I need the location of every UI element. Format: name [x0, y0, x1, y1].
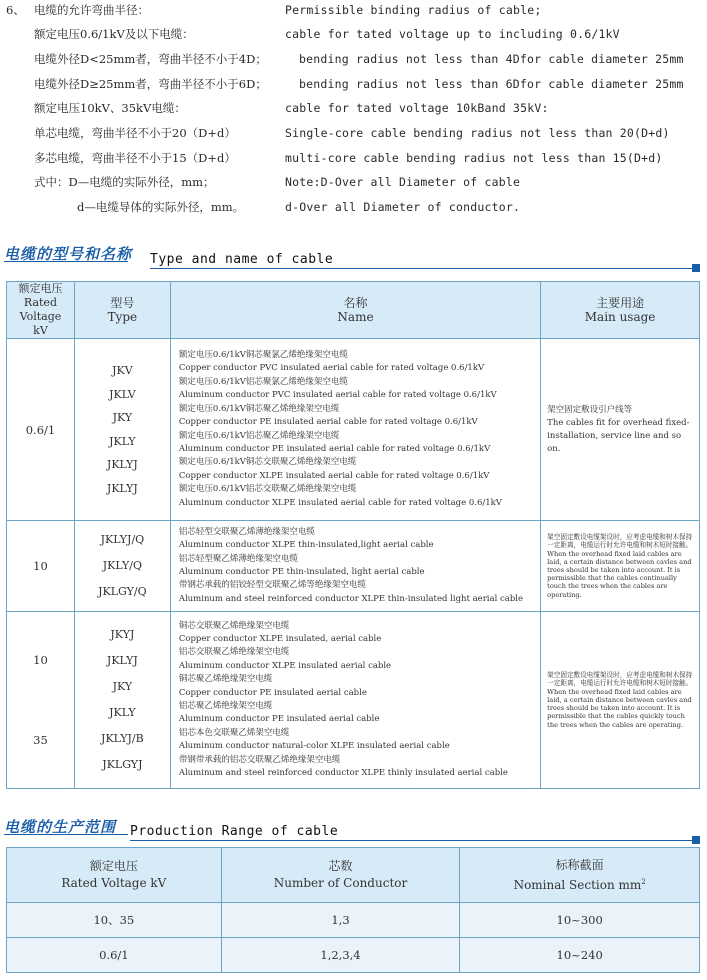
- bending-cn-2: 电缆外径D<25mm者，弯曲半径不小于4D；: [34, 52, 267, 66]
- usage-cell: 架空固定敷设电缆架设时，应考虑电缆和树木保持一定距离，电缆运行时允许电缆和树木短时接触。 When the overhead fixed laid cables are laid, a certain distance between cavles and trees should be taken into account. It is permissible that the cables continually touch the trees when the cables are operating.: [541, 521, 700, 612]
- cores-cell: 1,3: [221, 903, 460, 938]
- heading-end-marker: [692, 836, 700, 844]
- section-title-cn: 电缆的型号和名称: [4, 245, 133, 263]
- bending-cn-8: d—电缆导体的实际外径，mm。: [77, 200, 245, 214]
- bending-cn-3: 电缆外径D≥25mm者，弯曲半径不小于6D；: [34, 77, 267, 91]
- heading-underline: [4, 834, 128, 835]
- heading-rule: [130, 840, 697, 841]
- table-row: [7, 521, 700, 612]
- section-heading-type-name: [0, 243, 707, 265]
- cores-cell: 1,2,3,4: [221, 938, 460, 973]
- bending-en-1: cable for tated voltage up to including 0.6/1kV: [285, 27, 620, 41]
- name-cell: 铜芯交联聚乙烯绝缘架空电缆 Copper conductor XLPE insulated, aerial cable 铝芯交联聚乙烯绝缘架空电缆 Aluminum conductor XLPE insulated aerial cable 铜芯聚乙烯绝缘架空电缆 Copper conductor PE insulated aerial cable 铝芯聚乙烯绝缘架空电缆 Aluminum conductor PE insulated aerial cable 铝芯本色交联聚乙烯架空电缆 Aluminum conductor natural-color XLPE insulated aerial cable 带钢带承载的铝芯交联聚乙烯绝缘架空电缆 Aluminum and steel reinforced conductor XLPE thinly insulated aerial cable: [170, 612, 540, 789]
- type-cell: JKYJ JKLYJ JKY JKLY JKLYJ/B JKLGYJ: [74, 612, 170, 789]
- bending-en-8: d-Over all Diameter of conductor.: [285, 200, 521, 214]
- heading-underline: [4, 261, 128, 262]
- name-cell: 额定电压0.6/1kV铜芯聚氯乙烯绝缘架空电缆 Copper conductor PVC insulated aerial cable for rated voltage 0.6/1kV 额定电压0.6/1kV铝芯聚氯乙烯绝缘架空电缆 Aluminum conductor PVC insulated aerial cable for rated voltage 0.6/1kV 额定电压0.6/1kV铜芯聚乙烯绝缘架空电缆 Copper conductor PE insulated aerial cable for rated voltage 0.6/1kV 额定电压0.6/1kV铝芯聚乙烯绝缘架空电缆 Aluminum conductor PE insulated aerial cable for rated voltage 0.6/1kV 额定电压0.6/1kV铜芯交联聚乙烯绝缘架空电缆 Copper conductor XLPE insulated aerial cable for rated voltage 0.6/1kV 额定电压0.6/1kV铝芯交联聚乙烯绝缘架空电缆 Aluminum conductor XLPE insulated aerial cable for rated voltage 0.6/1kV: [170, 339, 540, 521]
- section-cell: 10~240: [460, 938, 700, 973]
- header-usage: 主要用途 Main usage: [541, 282, 700, 339]
- name-cell: 铝芯轻型交联聚乙烯薄绝缘架空电缆 Aluminum conductor XLPE thin-insulated,light aerial cable 铝芯轻型聚乙烯薄绝缘架空电缆 Aluminum conductor PE thin-insulated, light aerial cable 带钢芯承载的铝铰轻型交联聚乙烯等绝缘架空电缆 Aluminum and steel reinforced conductor XLPE thin-insulated light aerial cable: [170, 521, 540, 612]
- header-cores: 芯数 Number of Conductor: [221, 848, 460, 903]
- bending-cn-1: 额定电压0.6/1kV及以下电缆：: [34, 27, 194, 41]
- bending-en-6: multi-core cable bending radius not less than 15(D+d): [285, 151, 663, 165]
- section-title-cn: 电缆的生产范围: [4, 818, 117, 836]
- type-cell: JKV JKLV JKY JKLY JKLYJ JKLYJ: [74, 339, 170, 521]
- header-name: 名称 Name: [170, 282, 540, 339]
- bending-cn-5: 单芯电缆，弯曲半径不小于20（D+d）: [34, 126, 236, 140]
- bending-en-7: Note:D-Over all Diameter of cable: [285, 175, 521, 189]
- bending-en-5: Single-core cable bending radius not less than 20(D+d): [285, 126, 670, 140]
- bending-cn-6: 多芯电缆，弯曲半径不小于15（D+d）: [34, 151, 236, 165]
- bending-cn-4: 额定电压10kV、35kV电缆：: [34, 101, 186, 115]
- production-range-table: [6, 847, 700, 973]
- table-row: [7, 903, 700, 938]
- section-title-en: Production Range of cable: [130, 824, 339, 839]
- item-number: 6、: [6, 3, 25, 17]
- cable-type-table: [6, 281, 700, 789]
- table-row: [7, 339, 700, 521]
- section-title-en: Type and name of cable: [150, 252, 334, 267]
- voltage-cell: 10: [7, 521, 75, 612]
- header-section: 标称截面 Nominal Section $mm^2$: [460, 848, 700, 903]
- section-cell: 10~300: [460, 903, 700, 938]
- table-row: [7, 938, 700, 973]
- bending-en-0: Permissible binding radius of cable;: [285, 3, 542, 17]
- bending-en-2: bending radius not less than 4Dfor cable diameter 25mm: [299, 52, 684, 66]
- heading-rule: [150, 268, 697, 269]
- bending-en-4: cable for tated voltage 10kBand 35kV:: [285, 101, 549, 115]
- voltage-cell: 0.6/1: [7, 938, 222, 973]
- table-header-row: [7, 848, 700, 903]
- heading-end-marker: [692, 264, 700, 272]
- table-header-row: [7, 282, 700, 339]
- usage-cell: 架空固定敷设引户线等 The cables fit for overhead fixed-installation, service line and so on.: [541, 339, 700, 521]
- voltage-cell: 10、35: [7, 903, 222, 938]
- header-voltage: 额定电压 Rated Voltage kV: [7, 848, 222, 903]
- voltage-cell: 0.6/1: [7, 339, 75, 521]
- voltage-cell: 10 35: [7, 612, 75, 789]
- bending-en-3: bending radius not less than 6Dfor cable diameter 25mm: [299, 77, 684, 91]
- bending-cn-7: 式中：D—电缆的实际外径，mm；: [34, 175, 215, 189]
- table-row: [7, 612, 700, 789]
- header-type: 型号 Type: [74, 282, 170, 339]
- type-cell: JKLYJ/Q JKLY/Q JKLGY/Q: [74, 521, 170, 612]
- usage-cell: 架空固定敷设电缆架设时，应考虑电缆和树木保持一定距离，电缆运行时允许电缆和树木短时接触。 When the overhead fixed laid cables are laid, a certain distance between cavles and trees should be taken into account. It is permissible that the cables quickly touch the trees when the cables are operating.: [541, 612, 700, 789]
- bending-cn-0: 电缆的允许弯曲半径：: [34, 3, 149, 17]
- header-voltage: 额定电压 Rated Voltage kV: [7, 282, 75, 339]
- section-heading-production-range: [0, 816, 707, 838]
